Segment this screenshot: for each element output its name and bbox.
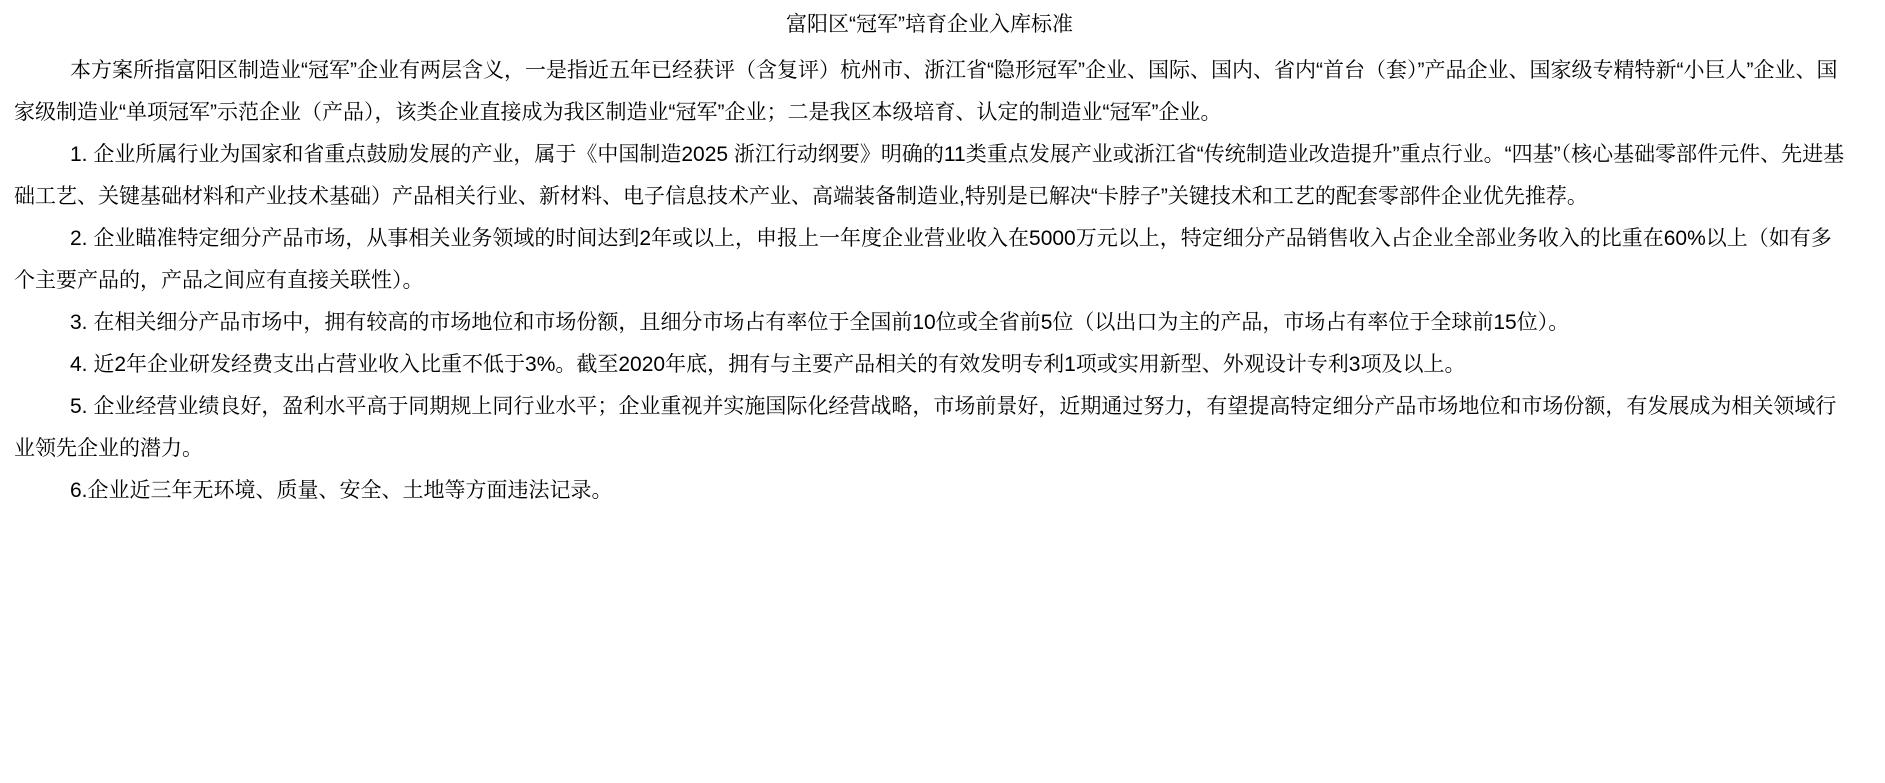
paragraph-definition: 本方案所指富阳区制造业“冠军”企业有两层含义，一是指近五年已经获评（含复评）杭州市、浙江省“隐形冠军”企业、国际、国内、省内“首台（套）”产品企业、国家级专精特新“小巨人”企业、国家级制造业“单项冠军”示范企业（产品），该类企业直接成为我区制造业“冠军”企业；二是我区本级培育、认定的制造业“冠军”企业。 [14,59,1838,124]
paragraph-criterion-3: 3. 在相关细分产品市场中，拥有较高的市场地位和市场份额，且细分市场占有率位于全国前10位或全省前5位（以出口为主的产品，市场占有率位于全球前15位）。 [70,311,1570,334]
document-title: 富阳区“冠军”培育企业入库标准 [786,13,1073,36]
paragraph-criterion-6: 6.企业近三年无环境、质量、安全、土地等方面违法记录。 [70,479,613,502]
paragraph-criterion-4: 4. 近2年企业研发经费支出占营业收入比重不低于3%。截至2020年底，拥有与主要产品相关的有效发明专利1项或实用新型、外观设计专利3项及以上。 [70,353,1466,376]
paragraph-criterion-5: 5. 企业经营业绩良好，盈利水平高于同期规上同行业水平；企业重视并实施国际化经营战略，市场前景好，近期通过努力，有望提高特定细分产品市场地位和市场份额，有发展成为相关领域行业领先企业的潜力。 [14,395,1837,460]
paragraph-criterion-2: 2. 企业瞄准特定细分产品市场，从事相关业务领域的时间达到2年或以上，申报上一年度企业营业收入在5000万元以上，特定细分产品销售收入占企业全部业务收入的比重在60%以上（如有多个主要产品的，产品之间应有直接关联性）。 [14,227,1832,292]
paragraph-criterion-1: 1. 企业所属行业为国家和省重点鼓励发展的产业，属于《中国制造2025 浙江行动纲要》明确的11类重点发展产业或浙江省“传统制造业改造提升”重点行业。“四基”（核心基础零部件元件、先进基础工艺、关键基础材料和产业技术基础）产品相关行业、新材料、电子信息技术产业、高端装备制造业,特别是已解决“卡脖子”关键技术和工艺的配套零部件企业优先推荐。 [14,143,1845,208]
